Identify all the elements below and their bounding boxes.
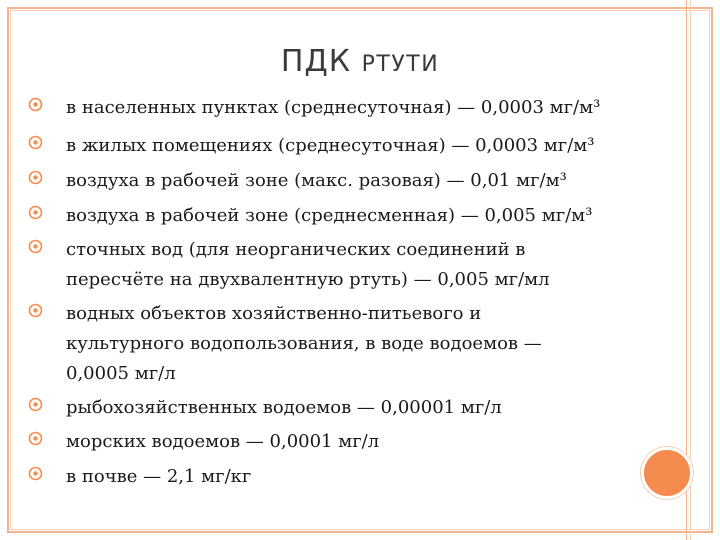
list-item-text: воздуха в рабочей зоне (макс. разовая) — 0,01 мг/м³	[66, 170, 567, 191]
list-item-text: рыбохозяйственных водоемов — 0,00001 мг/л	[66, 397, 502, 418]
circled-dot-bullet-icon	[28, 97, 43, 112]
circled-dot-bullet-icon	[28, 170, 43, 185]
circled-dot-bullet-icon	[28, 205, 43, 220]
list-item-text: воздуха в рабочей зоне (среднесменная) — 0,005 мг/м³	[66, 205, 593, 226]
list-item-text: в населенных пунктах (среднесуточная) — 0,0003 мг/м³	[66, 97, 601, 118]
circled-dot-bullet-icon	[28, 135, 43, 150]
title-rest: РТУТИ	[361, 52, 440, 77]
list-item-text: в почве — 2,1 мг/кг	[66, 466, 252, 487]
circled-dot-bullet-icon	[28, 397, 43, 412]
list-item-text: водных объектов хозяйственно-питьевого и культурного водопользования, в воде водоемов — 0,0005 мг/л	[66, 303, 542, 384]
slide-title	[0, 44, 720, 79]
right-divider-line-inner	[690, 0, 691, 540]
list-item-text: сточных вод (для неорганических соединений в пересчёте на двухвалентную ртуть) — 0,005 мг/мл	[66, 239, 550, 290]
title-main: ПДК	[280, 44, 352, 79]
circled-dot-bullet-icon	[28, 303, 43, 318]
circled-dot-bullet-icon	[28, 466, 43, 481]
circled-dot-bullet-icon	[28, 431, 43, 446]
list-item-text: морских водоемов — 0,0001 мг/л	[66, 431, 380, 452]
circled-dot-bullet-icon	[28, 239, 43, 254]
list-item-text: в жилых помещениях (среднесуточная) — 0,0003 мг/м³	[66, 135, 595, 156]
